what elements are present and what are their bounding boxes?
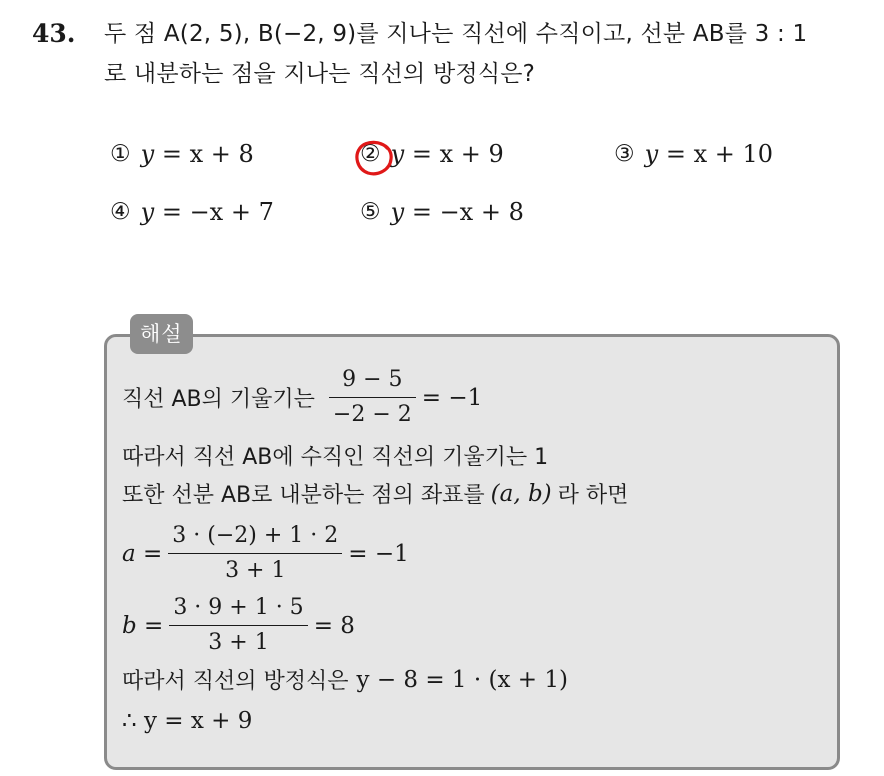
choice-5-mark: ⑤ (360, 199, 381, 225)
b-fraction (169, 594, 307, 657)
a-lhs: a = (122, 540, 163, 567)
slope-line (122, 366, 482, 429)
choice-1-mark: ① (110, 141, 131, 167)
perpendicular-text: 따라서 직선 AB에 수직인 직선의 기울기는 1 (122, 445, 549, 470)
b-denominator: 3 + 1 (208, 630, 269, 655)
conclusion: ∴ y = x + 9 (122, 708, 253, 734)
fraction-bar (169, 625, 307, 626)
point-text-pre: 또한 선분 AB로 내분하는 점의 좌표를 (122, 483, 485, 508)
b-result: = 8 (313, 612, 355, 639)
choice-5-expression: y = −x + 8 (390, 198, 524, 226)
solution-tag: 해설 (130, 314, 193, 354)
choice-2-expression: y = x + 9 (390, 140, 504, 168)
a-numerator: 3 · (−2) + 1 · 2 (172, 523, 339, 548)
answer-circle-mark (354, 138, 396, 178)
b-numerator: 3 · 9 + 1 · 5 (173, 595, 304, 620)
point-text-post: 라 하면 (557, 483, 629, 508)
choice-1-expression: y = x + 8 (140, 140, 254, 168)
answer-choices (110, 140, 830, 260)
b-equation (122, 594, 355, 657)
slope-result: = −1 (421, 384, 483, 411)
problem-number: 43. (32, 19, 76, 48)
choice-4[interactable] (110, 198, 274, 226)
choice-5[interactable] (360, 198, 524, 226)
choice-1[interactable] (110, 140, 254, 168)
conclusion-line (122, 708, 252, 734)
fraction-bar (329, 397, 416, 398)
choice-3[interactable] (614, 140, 773, 168)
equation-math: y − 8 = 1 · (x + 1) (356, 666, 568, 693)
line-equation (122, 664, 568, 695)
slope-text: 직선 AB의 기울기는 (122, 387, 315, 412)
choice-4-expression: y = −x + 7 (140, 198, 274, 226)
slope-fraction (329, 366, 416, 429)
choice-3-expression: y = x + 10 (644, 140, 774, 168)
point-coords: (a, b) (490, 480, 552, 507)
a-fraction (168, 522, 342, 585)
b-lhs: b = (122, 612, 164, 639)
a-equation (122, 522, 409, 585)
a-result: = −1 (348, 540, 409, 567)
choice-4-mark: ④ (110, 199, 131, 225)
choice-3-mark: ③ (614, 141, 635, 167)
problem-text-line-1: 두 점 A(2, 5), B(−2, 9)를 지나는 직선에 수직이고, 선분 AB를 3 : 1 (104, 21, 808, 47)
choice-2-mark: ② (360, 141, 381, 167)
slope-numerator: 9 − 5 (342, 367, 403, 392)
equation-text: 따라서 직선의 방정식은 (122, 669, 349, 694)
fraction-bar (168, 553, 342, 554)
problem-text-line-2: 로 내분하는 점을 지나는 직선의 방정식은? (104, 61, 536, 87)
point-line (122, 478, 628, 509)
perpendicular-line (122, 440, 548, 471)
slope-denominator: −2 − 2 (332, 402, 412, 427)
a-denominator: 3 + 1 (225, 558, 286, 583)
